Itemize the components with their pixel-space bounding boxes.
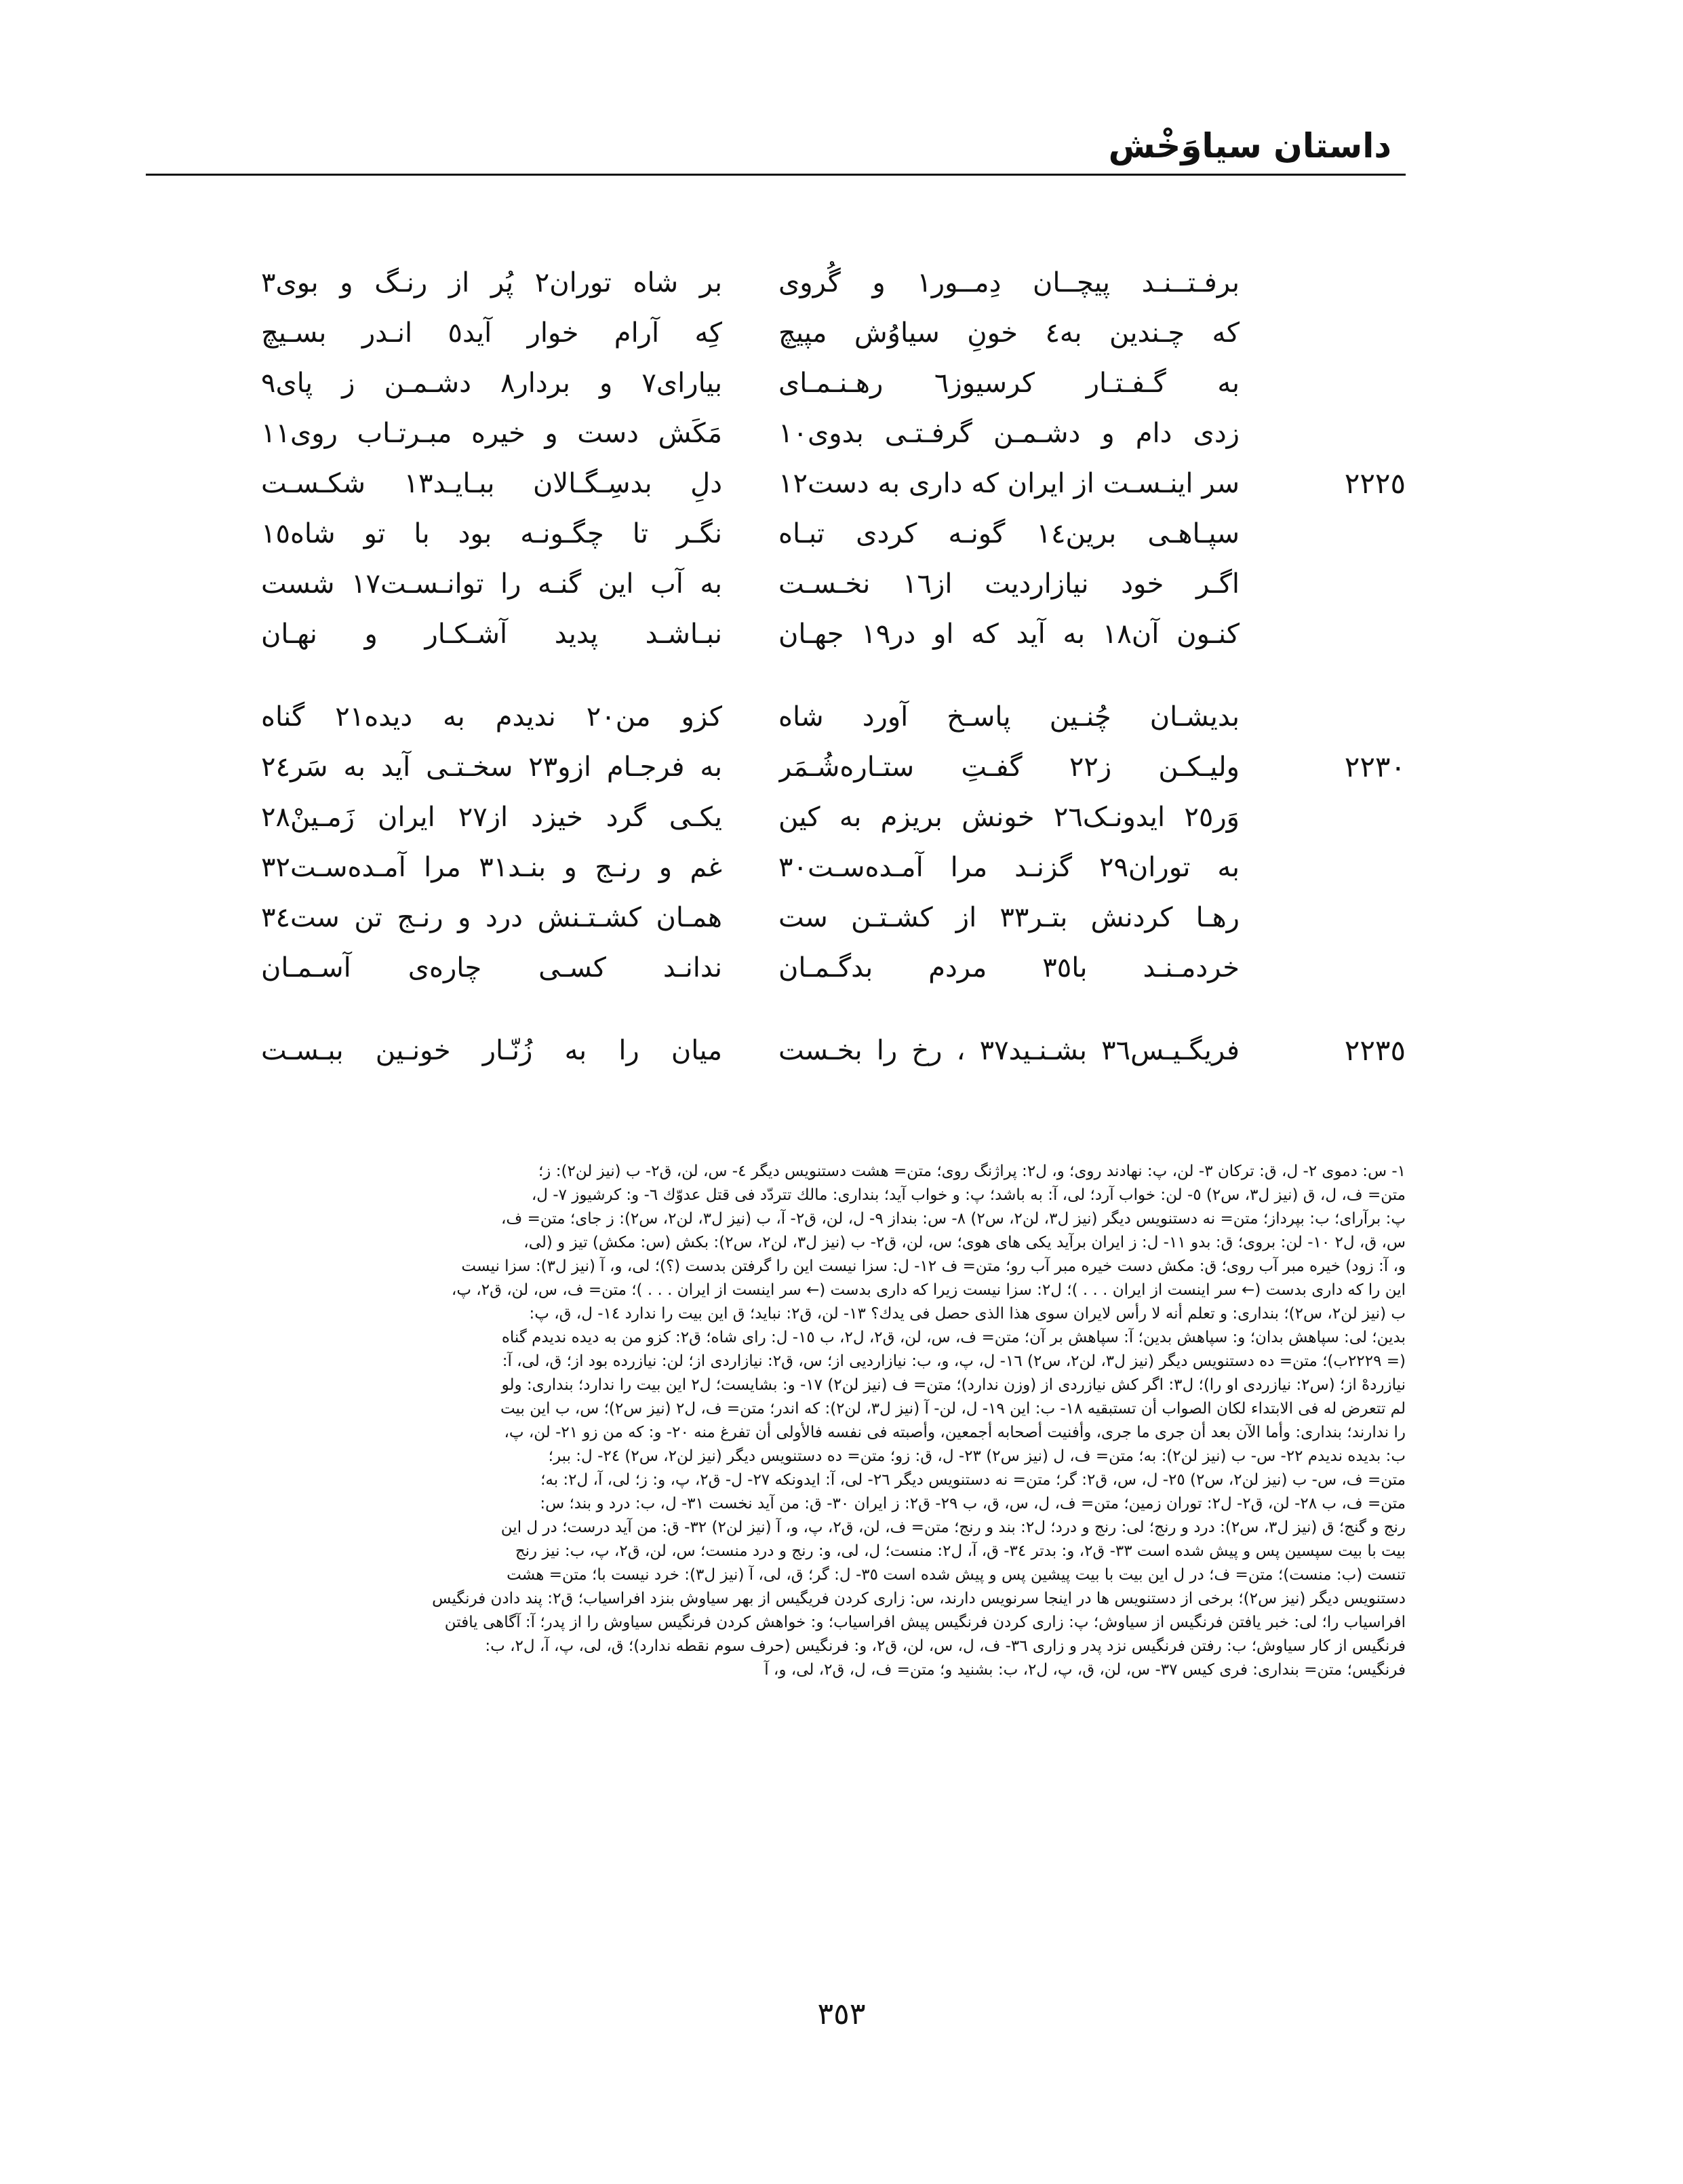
first-hemistich: بدیشـان چُنـین پاسـخ آورد شاه <box>778 701 1240 733</box>
footnote-line: س، ق، ل٢ ١٠- لن: بروی؛ ق: بدو ١١- ل: ز ایران برآید یکی های هوی؛ س، لن، ق٢- ب (نیز ل٣، لن٢، س٢): بکش (س: مکش) تیز و (لی، <box>523 1234 1406 1251</box>
couplet <box>146 358 1406 408</box>
couplet <box>146 893 1406 943</box>
footnotes <box>146 1160 1406 1682</box>
footnote-line: ب: بدیده ندیدم ٢٢- س- ب (نیز لن٢): به؛ متن= ف، ل (نیز س٢) ٢٣- ل، ق: زو؛ متن= ده دستنویس دیگر (نیز لن٢، س٢) ٢٤- ل: ببر؛ <box>548 1447 1406 1465</box>
second-hemistich: کِه آرام خوار آید٥ انـدر بسـیچ <box>261 317 722 349</box>
couplet <box>146 408 1406 459</box>
page-number: ٣٥٣ <box>817 1997 866 2031</box>
second-hemistich: ندانـد کسـی چاره‌ی آسـمـان <box>261 952 722 983</box>
second-hemistich: همـان کشـتـنش درد و رنـج تن ست٣٤ <box>261 902 722 933</box>
second-hemistich: به فرجـام ازو٢٣ سخـتـی آید به سَر٢٤ <box>261 752 722 783</box>
footnote-line: دستنویس دیگر (نیز س٢)؛ برخی از دستنویس ها در اینجا سرنویس دارند، س: زاری کردن فریگیس از بهر سیاوش بنزد افراسیاب؛ ق٢: پند دادن فرنگیس <box>432 1590 1406 1607</box>
footnote-line: فرنگیس از کار سیاوش؛ ب: رفتن فرنگیس نزد پدر و زاری ٣٦- ف، ل، س، لن، ق٢، و: فرنگیس (حرف سوم نقطه ندارد)؛ ق، لی، پ، آ، ل٢، ب: <box>485 1637 1406 1655</box>
footnote-line: متن= ف، س- ب (نیز لن٢، س٢) ٢٥- ل، س، ق٢: گر؛ متن= نه دستنویس دیگر ٢٦- لی، آ: ایدونکه ٢٧- ل- ق٢، پ، و: ز؛ لی، آ، ل٢: به؛ <box>540 1471 1406 1489</box>
footnote-line: بدین؛ لی: سپاهش بدان؛ و: سپاهش بدین؛ آ: سپاهش بر آن؛ متن= ف، س، لن، ق٢، ل٢، ب ١٥- ل: رای شاه؛ ق٢: کزو من به دیده ندیدم گناه <box>501 1329 1406 1346</box>
footnote-line: را ندارند؛ بنداری: وأما الآن بعد أن جری ما جری، وأفنیت أصحابه أجمعین، وأصبته فی نفسه فالأولی أن تفرغ منه ٢٠- و: که من زو ٢١- لن، پ، <box>504 1424 1406 1441</box>
header-rule <box>146 174 1406 176</box>
second-hemistich: دلِ بدسِـگـالان ببـایـد١٣ شکـسـت <box>261 468 722 499</box>
running-header-title: داستان سیاوَخْش <box>1108 126 1391 165</box>
first-hemistich: رهـا کردنش بتـر٣٣ از کشـتـن ست <box>778 902 1240 933</box>
second-hemistich: مَکَش دست و خیره مبـرتـاب روی١١ <box>261 418 722 449</box>
poem-body <box>146 258 1406 1076</box>
first-hemistich: خردمـنـد با٣٥ مردم بدگـمـان <box>778 952 1240 983</box>
footnote-line: لم تتعرض له فی الابتداء لکان الصواب أن تستبقیه ١٨- ب: این ١٩- ل، لن- آ (نیز ل٣، لن٢): که اندر؛ متن= ف، ل٢ (نیز س٢)؛ س، ب این بیت <box>500 1400 1406 1418</box>
verse-number: ٢٢٢٥ <box>1344 467 1406 500</box>
first-hemistich: سر اینـسـت از ایران که داری به دست١٢ <box>778 468 1240 499</box>
couplet <box>146 258 1406 308</box>
footnote-line: متن= ف، ل، ق (نیز ل٣، س٢) ٥- لن: خواب آرد؛ لی، آ: به باشد؛ پ: و خواب آید؛ بنداری: مالك تتردّد فی قتل عدوّك ٦- و: کرشیوز ٧- ل، <box>531 1186 1406 1204</box>
first-hemistich: به گـفـتـار کرسیوز٦ رهـنـمـای <box>778 368 1240 399</box>
first-hemistich: وَر٢٥ ایدونـک٢٦ خونش بریزم به کین <box>778 802 1240 833</box>
couplet <box>146 943 1406 993</box>
footnote-line: بیت با بیت سپسین پس و پیش شده است ٣٣- ق٢، و: بدتر ٣٤- ق، آ، ل٢: منست؛ ل، لی، و: رنج و درد منست؛ س، لن، ق٢، پ، ب: نیز رنج <box>515 1542 1406 1560</box>
footnote-line: (= ٢٢٢٩ب)؛ متن= ده دستنویس دیگر (نیز ل٣، لن٢، س٢) ١٦- ل، پ، و، ب: نیازاردیی از؛ س، ق٢: نیازاردی از؛ لن: نیازرده بود از؛ ق، لی، آ: <box>502 1352 1406 1370</box>
second-hemistich: کزو من٢٠ ندیدم به دیده٢١ گناه <box>261 701 722 733</box>
first-hemistich: ولیـکـن ز٢٢ گفـتِ ستـاره‌شُـمَر <box>778 752 1240 783</box>
first-hemistich: برفـتــنـد پیچــان دِمــور١ و گُروی <box>778 267 1240 298</box>
first-hemistich: اگـر خود نیازاردیت از١٦ نخـسـت <box>778 568 1240 600</box>
second-hemistich: میان را به زُنّـار خونـین ببـسـت <box>261 1035 722 1066</box>
couplet <box>146 459 1406 509</box>
footnote-line: متن= ف، ب ٢٨- لن، ق٢- ل٢: توران زمین؛ متن= ف، ل، س، ق، ب ٢٩- ق٢: ز ایران ٣٠- ق: من آید نخست ٣١- ل، ب: درد و بند؛ س: <box>540 1495 1406 1513</box>
couplet <box>146 842 1406 893</box>
couplet <box>146 692 1406 742</box>
first-hemistich: که چـندین به٤ خونِ سیاوُش مپیچ <box>778 317 1240 349</box>
couplet <box>146 742 1406 792</box>
footnote-line: فرنگیس؛ متن= بنداری: فری کیس ٣٧- س، لن، ق، پ، ل٢، ب: بشنید و؛ متن= ف، ل، ق٢، لی، و، آ <box>764 1661 1406 1679</box>
couplet <box>146 792 1406 842</box>
footnote-line: افراسیاب را؛ لی: خبر یافتن فرنگیس از سیاوش؛ پ: زاری کردن فرنگیس پیش افراسیاب؛ و: خواهش کردن فرنگیس سیاوش را از پدر؛ آ: آگاهی یافتن <box>444 1614 1406 1631</box>
first-hemistich: به توران٢٩ گزنـد مرا آمـده‌سـت٣٠ <box>778 852 1240 883</box>
second-hemistich: بر شاه توران٢ پُر از رنـگ و بوی٣ <box>261 267 722 298</box>
couplet <box>146 308 1406 358</box>
second-hemistich: غم و رنـج و بنـد٣١ مرا آمـده‌سـت٣٢ <box>261 852 722 883</box>
couplet <box>146 1026 1406 1076</box>
second-hemistich: نگـر تا چگـونـه بود با تو شاه١٥ <box>261 518 722 549</box>
second-hemistich: بیارای٧ و بردار٨ دشـمـن ز پای٩ <box>261 368 722 399</box>
first-hemistich: سپـاهـی برین١٤ گونـه کردی تبـاه <box>778 518 1240 549</box>
verse-number: ٢٢٣٠ <box>1344 750 1406 783</box>
footnote-line: این را که داری بدست (← سر اینست از ایران . . . )؛ ل٢: سزا نیست زیرا که داری بدست (← سر اینست از ایران . . . )؛ متن= ف، س، لن، ق٢، پ، <box>451 1281 1406 1299</box>
footnote-line: نیازردهْ از؛ (س٢: نیازردی او را)؛ ل٣: اگر کش نیازردی از (وزن ندارد)؛ متن= ف (نیز لن٢) ١٧- و: بشایست؛ ل٢ این بیت را ندارد؛ بنداری: ولو <box>501 1376 1406 1394</box>
couplet <box>146 559 1406 609</box>
second-hemistich: یکـی گرد خیزد از٢٧ ایران زَمـینْ٢٨ <box>261 802 722 833</box>
footnote-line: پ: برآرای؛ ب: بپرداز؛ متن= نه دستنویس دیگر (نیز ل٣، لن٢، س٢) ٨- س: بنداز ٩- ل، لن، ق٢- آ، ب (نیز ل٣، لن٢، س٢): ز جای؛ متن= ف، <box>501 1210 1406 1228</box>
footnote-line: ١- س: دموی ٢- ل، ق: ترکان ٣- لن، پ: نهادند روی؛ و، ل٢: پراژنگ روی؛ متن= هشت دستنویس دیگر ٤- س، لن، ق٢- ب (نیز لن٢): ز؛ <box>538 1163 1406 1180</box>
footnote-line: و، آ: زود) خیره مبر آب روی؛ ق: مکش دست خیره مبر آب رو؛ متن= ف ١٢- ل: سزا نیست این را گرفتن بدست (؟)؛ لی، و، آ (نیز ل٣): سزا نیست <box>461 1257 1406 1275</box>
couplet <box>146 509 1406 559</box>
second-hemistich: نبـاشـد پدید آشـکـار و نهـان <box>261 619 722 650</box>
footnote-line: رنج و گنج؛ ق (نیز ل٣، س٢): درد و رنج؛ لی: رنج و درد؛ ل٢: بند و رنج؛ متن= ف، لن، ق٢، پ، و، آ (نیز لن٢) ٣٢- ق: من آید درست؛ در ل این <box>500 1519 1406 1536</box>
verse-number: ٢٢٣٥ <box>1344 1034 1406 1067</box>
second-hemistich: به آب این گنـه را توانـسـت١٧ شست <box>261 568 722 600</box>
first-hemistich: کنـون آن١٨ به آید که او در١٩ جهـان <box>778 619 1240 650</box>
footnote-line: ب (نیز لن٢، س٢)؛ بنداری: و تعلم أنه لا رأس لایران سوی هذا الذی حصل فی یدك؟ ١٣- لن، ق٢: نباید؛ ق این بیت را ندارد ١٤- ل، ق، پ: <box>529 1305 1406 1323</box>
couplet <box>146 609 1406 659</box>
first-hemistich: زدی دام و دشـمـن گرفـتـی بدوی١٠ <box>778 418 1240 449</box>
first-hemistich: فریگـیـس٣٦ بشـنـید٣٧ ، رخ را بخـست <box>778 1035 1240 1066</box>
footnote-line: تنست (ب: منست)؛ متن= ف؛ در ل این بیت با بیت پیشین پس و پیش شده است ٣٥- ل: گر؛ ق، لی، آ (نیز ل٣): خرد نیست با؛ متن= هشت <box>507 1566 1406 1584</box>
